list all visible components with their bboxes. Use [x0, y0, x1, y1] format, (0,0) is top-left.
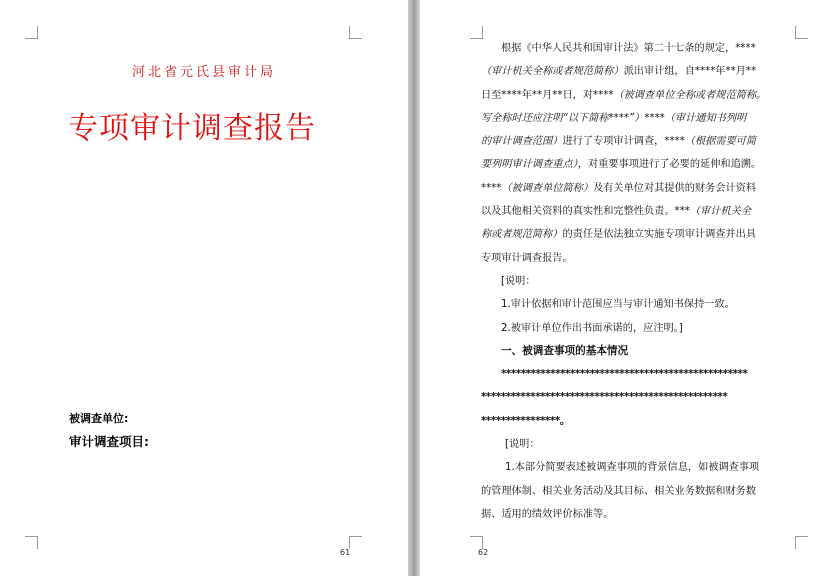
- body-text-segment: ，对重要事项进行了必要的延伸和追溯。: [577, 159, 762, 171]
- body-text-segment: ****: [481, 182, 502, 194]
- body-text-segment: 专项审计调查报告。: [481, 252, 573, 264]
- crop-mark: [795, 536, 808, 549]
- section-heading: 一、被调查事项的基本情况: [501, 344, 629, 357]
- page-number: 61: [340, 548, 351, 557]
- body-line: [481, 84, 799, 107]
- crop-mark: [25, 26, 38, 39]
- note-line: 据、适用的绩效评价标准等。: [481, 508, 614, 520]
- note-line: 的管理体制、相关业务活动及其目标、相关业务数据和财务数: [481, 485, 757, 497]
- crop-mark: [25, 536, 38, 549]
- org-name: 河北省元氏县审计局: [131, 65, 276, 80]
- instruction-text: 写全称时还应注明“以下简称****”）: [481, 112, 645, 124]
- note-open: [说明：: [501, 275, 536, 287]
- instruction-text: （根据需要可简: [684, 136, 757, 148]
- body-line: [481, 107, 799, 130]
- report-body: [481, 37, 799, 526]
- audit-project-label: 审计调查项目:: [69, 434, 149, 449]
- body-text-segment: 及有关单位对其提供的财务会计资料: [593, 182, 757, 194]
- body-text-segment: 派出审计组，自****年**月**: [623, 66, 757, 78]
- crop-mark: [349, 26, 362, 39]
- body-text-segment: 以及其他相关资料的真实性和完整性负责。***: [481, 206, 690, 218]
- body-line: [481, 177, 799, 200]
- body-text-segment: 进行了专项审计调查，****: [562, 136, 685, 148]
- instruction-text: （审计机关全称或者规范简称）: [481, 66, 624, 78]
- instruction-text: （被调查单位全称或者规范简称。: [613, 89, 767, 101]
- note-open: [说明：: [505, 439, 540, 451]
- intro-paragraph: [481, 37, 799, 270]
- instruction-text: 的审计调查范围）: [481, 136, 563, 148]
- crop-mark: [349, 536, 362, 549]
- page-number: 62: [478, 548, 489, 557]
- placeholder-line: **************************************************: [481, 392, 728, 404]
- audited-unit-label: 被调查单位:: [69, 412, 129, 425]
- body-text-segment: ****: [644, 112, 665, 124]
- instruction-text: 称或者规范简称）: [481, 229, 563, 241]
- instruction-text: （审计通知书列明: [664, 112, 747, 124]
- body-text-segment: 根据《中华人民共和国审计法》第二十七条的规定，****: [501, 43, 756, 54]
- instruction-text: 要列明审计调查重点）: [481, 159, 578, 171]
- body-line: [481, 153, 799, 176]
- note-item: 2.被审计单位作出书面承诺的，应注明。]: [501, 322, 683, 334]
- body-text-segment: 日至****年**月**日，对****: [481, 89, 614, 101]
- document-page-left: [0, 0, 408, 576]
- note-line: 1.本部分简要表述被调查事项的背景信息，如被调查事项: [505, 462, 760, 474]
- body-line: [481, 37, 799, 60]
- note-item: 1.审计依据和审计范围应当与审计通知书保持一致。: [501, 299, 735, 311]
- body-line: [481, 200, 799, 223]
- placeholder-line: ****************。: [481, 415, 570, 427]
- note-item: [481, 456, 799, 526]
- instruction-text: （审计机关全: [689, 206, 751, 218]
- instruction-text: （被调查单位简称）: [501, 182, 594, 194]
- report-title: 专项审计调查报告: [68, 111, 316, 146]
- body-line: [481, 130, 799, 153]
- placeholder-line: **************************************************: [501, 369, 748, 381]
- body-line: [481, 60, 799, 83]
- body-line: [481, 223, 799, 246]
- body-line: [481, 247, 799, 270]
- body-text-segment: 的责任是依法独立实施专项审计调查并出具: [562, 229, 757, 241]
- page-gutter: [408, 0, 420, 576]
